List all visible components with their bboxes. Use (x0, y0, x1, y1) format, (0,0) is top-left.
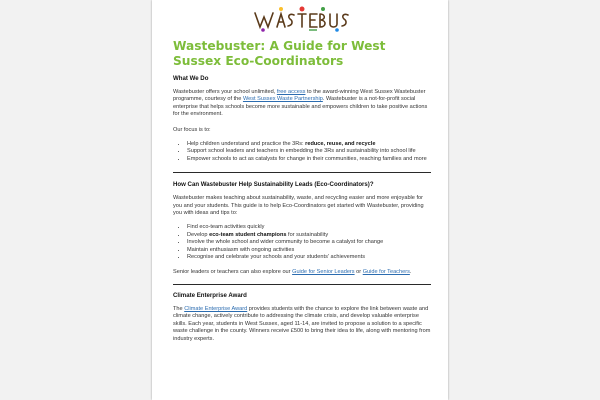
focus-list (173, 141, 431, 163)
page-content (173, 0, 431, 343)
wastebuster-logo (251, 5, 351, 33)
free-access-link[interactable]: free access (276, 89, 306, 95)
climate-award-paragraph: The Climate Enterprise Award provides students with the chance to explore the link between waste and climate change, actively contribute to addressing the climate crisis, and develop valuable enterprise skills. Each year, students in West Sussex, aged 11-14, are invited to propose a solution to a specific waste challenge in the county. Winners receive £500 to bring their idea to life, along with mentoring from industry experts. (173, 305, 431, 342)
list-item: • Empower schools to act as catalysts for change in their communities, reaching families and more (187, 156, 431, 163)
list-item: • Involve the whole school and wider community to become a catalyst for change (187, 239, 431, 246)
logo-area (173, 0, 431, 36)
guides-paragraph: Senior leaders or teachers can also explore our Guide for Senior Leaders or Guide for Teachers. (173, 268, 412, 275)
section-heading-how-can-help: How Can Wastebuster Help Sustainability Leads (Eco-Coordinators)? (173, 181, 374, 189)
list-item: • Recognise and celebrate your schools and your students' achievements (187, 254, 431, 261)
page-title: Wastebuster: A Guide for West Sussex Eco-Coordinators (173, 39, 386, 68)
guide-for-teachers-link[interactable]: Guide for Teachers (362, 268, 410, 275)
list-item: • Find eco-team activities quickly (187, 224, 431, 231)
focus-intro: Our focus is to: (173, 126, 211, 133)
how-intro-paragraph: Wastebuster makes teaching about sustainability, waste, and recycling easier and more enjoyable for you and your students. This guide is to help Eco-Coordinators get started with Wastebuster, providing you with ideas and tips to: (173, 195, 424, 217)
tips-list (173, 224, 431, 261)
document-page (152, 0, 448, 400)
intro-paragraph: Wastebuster offers your school unlimited, free access to the award-winning West Sussex Wastebuster programme, courtesy of the West Sussex Waste Partnership. Wastebuster is a not-for-profit social enterprise that helps schools become more sustainable and empowers children to take positive actions for the environment. (173, 89, 428, 118)
guide-for-senior-leaders-link[interactable]: Guide for Senior Leaders (292, 268, 355, 275)
list-item: • Maintain enthusiasm with ongoing activities (187, 247, 431, 254)
west-sussex-waste-partnership-link[interactable]: West Sussex Waste Partnership (242, 96, 323, 103)
list-item: • Support school leaders and teachers in embedding the 3Rs and sustainability into school life (187, 148, 431, 155)
section-heading-climate-award: Climate Enterprise Award (173, 291, 247, 299)
section-heading-what-we-do: What We Do (173, 75, 209, 82)
climate-enterprise-award-link[interactable]: Climate Enterprise Award (184, 305, 248, 312)
list-item: • Develop eco-team student champions for sustainability (187, 232, 431, 239)
list-item: • Help children understand and practice the 3Rs: reduce, reuse, and recycle (187, 141, 431, 148)
